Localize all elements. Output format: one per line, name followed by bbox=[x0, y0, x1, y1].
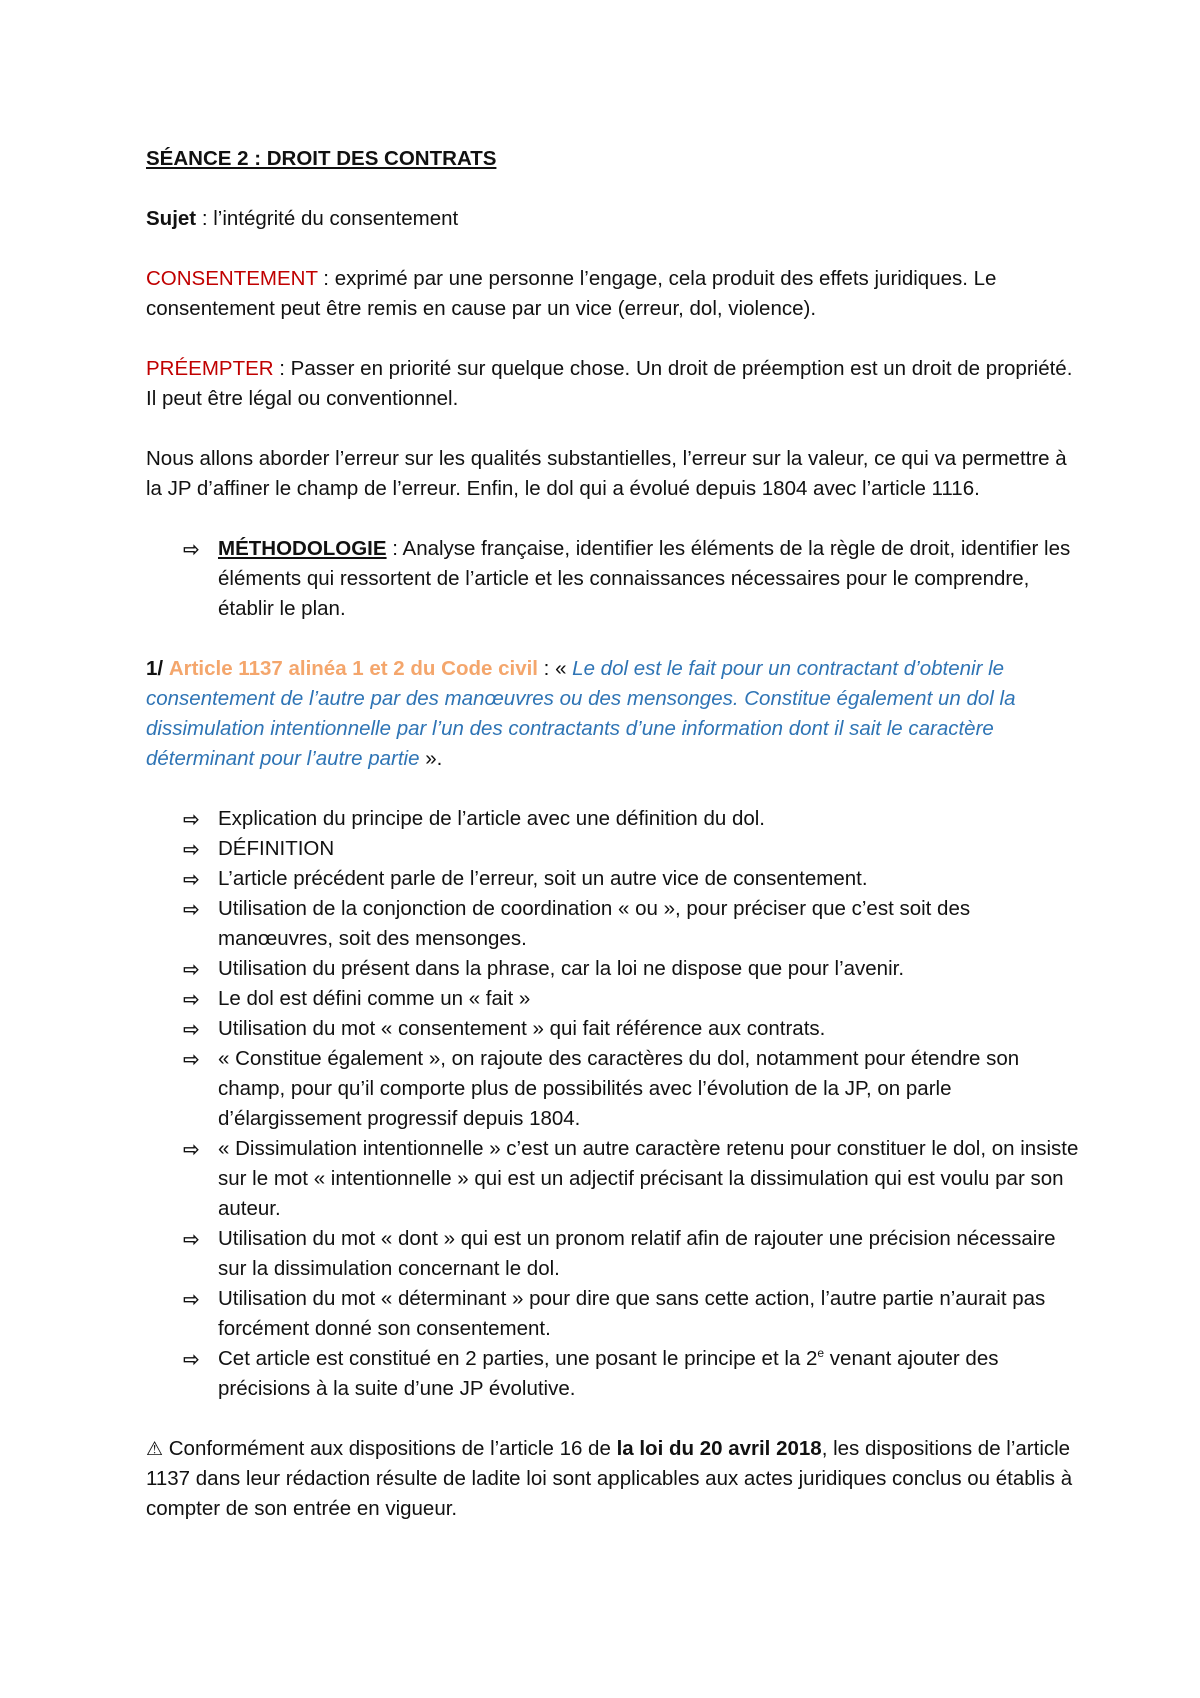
subject-text: : l’intégrité du consentement bbox=[196, 207, 459, 230]
list-item-text: L’article précédent parle de l’erreur, soit un autre vice de consentement. bbox=[218, 867, 868, 890]
arrow-right-icon: ⇨ bbox=[183, 537, 200, 561]
list-item bbox=[183, 1224, 1080, 1284]
consentement-text: : exprimé par une personne l’engage, cela produit des effets juridiques. Le consentement peut être remis en cause par un vice (erreur, dol, violence). bbox=[146, 267, 997, 320]
list-item bbox=[183, 804, 1080, 834]
arrow-right-icon: ⇨ bbox=[183, 987, 200, 1011]
quote-open: : « bbox=[537, 657, 573, 680]
methodology-list bbox=[146, 534, 1080, 624]
preempter-definition bbox=[146, 354, 1080, 414]
warning-icon: ⚠ bbox=[146, 1438, 164, 1460]
warning-text-after: , les dispositions de l’article 1137 dans leur rédaction résulte de ladite loi sont applicables aux actes juridiques conclus ou établis à compter de son entrée en vigueur. bbox=[146, 1437, 1073, 1520]
preempter-term: PRÉEMPTER bbox=[146, 357, 274, 380]
arrow-right-icon: ⇨ bbox=[183, 1347, 200, 1371]
arrow-right-icon: ⇨ bbox=[183, 1047, 200, 1071]
consentement-term: CONSENTEMENT bbox=[146, 267, 318, 290]
article-number: 1/ bbox=[146, 657, 164, 680]
arrow-right-icon: ⇨ bbox=[183, 1287, 200, 1311]
list-item bbox=[183, 1014, 1080, 1044]
list-item-text: Utilisation du mot « consentement » qui fait référence aux contrats. bbox=[218, 1017, 826, 1040]
list-item-text: Utilisation du présent dans la phrase, car la loi ne dispose que pour l’avenir. bbox=[218, 957, 905, 980]
list-item bbox=[183, 1284, 1080, 1344]
arrow-right-icon: ⇨ bbox=[183, 837, 200, 861]
article-quote-paragraph bbox=[146, 654, 1080, 774]
list-item bbox=[183, 864, 1080, 894]
subject-paragraph bbox=[146, 204, 1080, 234]
list-item-text: « Dissimulation intentionnelle » c’est un autre caractère retenu pour constituer le dol, on insiste sur le mot « intentionnelle » qui est un adjectif précisant la dissimulation qui est voulu par son auteur. bbox=[218, 1137, 1079, 1220]
warning-paragraph bbox=[146, 1434, 1080, 1524]
list-item bbox=[183, 1344, 1080, 1404]
list-item-text-continued: venant ajouter des précisions à la suite d’une JP évolutive. bbox=[218, 1347, 999, 1400]
methodology-item bbox=[183, 534, 1080, 624]
page-title: SÉANCE 2 : DROIT DES CONTRATS bbox=[146, 147, 497, 170]
preempter-text: : Passer en priorité sur quelque chose. Un droit de préemption est un droit de propriété. Il peut être légal ou conventionnel. bbox=[146, 357, 1073, 410]
list-item bbox=[183, 1134, 1080, 1224]
arrow-right-icon: ⇨ bbox=[183, 957, 200, 981]
list-item-text: Utilisation de la conjonction de coordination « ou », pour préciser que c’est soit des manœuvres, soit des mensonges. bbox=[218, 897, 971, 950]
list-item-text: Utilisation du mot « déterminant » pour dire que sans cette action, l’autre partie n’aurait pas forcément donné son consentement. bbox=[218, 1287, 1046, 1340]
list-item-text: DÉFINITION bbox=[218, 837, 335, 860]
article-quote: Le dol est le fait pour un contractant d’obtenir le consentement de l’autre par des manœuvres ou des mensonges. Constitue également un dol la dissimulation intentionnelle par l’un des contractants d’une information dont il sait le caractère déterminant pour l’autre partie bbox=[146, 657, 1016, 770]
list-item bbox=[183, 894, 1080, 954]
warning-text-before: Conformément aux dispositions de l’article 16 de bbox=[163, 1437, 617, 1460]
arrow-right-icon: ⇨ bbox=[183, 1017, 200, 1041]
methodology-term: MÉTHODOLOGIE bbox=[218, 537, 387, 560]
article-reference: Article 1137 alinéa 1 et 2 du Code civil bbox=[168, 657, 538, 680]
arrow-right-icon: ⇨ bbox=[183, 807, 200, 831]
superscript: e bbox=[817, 1346, 825, 1361]
list-item-text: Utilisation du mot « dont » qui est un pronom relatif afin de rajouter une précision nécessaire sur la dissimulation concernant le dol. bbox=[218, 1227, 1056, 1280]
list-item-text: Cet article est constitué en 2 parties, une posant le principe et la 2 bbox=[218, 1347, 818, 1370]
warning-law: la loi du 20 avril 2018 bbox=[616, 1437, 822, 1460]
list-item-text: Explication du principe de l’article avec une définition du dol. bbox=[218, 807, 766, 830]
methodology-text: : Analyse française, identifier les éléments de la règle de droit, identifier les éléments qui ressortent de l’article et les connaissances nécessaires pour le comprendre, établir le plan. bbox=[218, 537, 1071, 620]
intro-paragraph: Nous allons aborder l’erreur sur les qualités substantielles, l’erreur sur la valeur, ce qui va permettre à la JP d’affiner le champ de l’erreur. Enfin, le dol qui a évolué depuis 1804 avec l’article 1116. bbox=[146, 447, 1067, 500]
arrow-right-icon: ⇨ bbox=[183, 1227, 200, 1251]
list-item bbox=[183, 984, 1080, 1014]
quote-close: ». bbox=[419, 747, 443, 770]
list-item bbox=[183, 1044, 1080, 1134]
arrow-right-icon: ⇨ bbox=[183, 867, 200, 891]
list-item-text: Le dol est défini comme un « fait » bbox=[218, 987, 531, 1010]
consentement-definition bbox=[146, 264, 1080, 324]
subject-label: Sujet bbox=[146, 207, 197, 230]
arrow-right-icon: ⇨ bbox=[183, 1137, 200, 1161]
arrow-right-icon: ⇨ bbox=[183, 897, 200, 921]
list-item bbox=[183, 954, 1080, 984]
list-item bbox=[183, 834, 1080, 864]
list-item-text: « Constitue également », on rajoute des caractères du dol, notamment pour étendre son champ, pour qu’il comporte plus de possibilités avec l’évolution de la JP, on parle d’élargissement progressif depuis 1804. bbox=[218, 1047, 1020, 1130]
analysis-list bbox=[146, 804, 1080, 1404]
